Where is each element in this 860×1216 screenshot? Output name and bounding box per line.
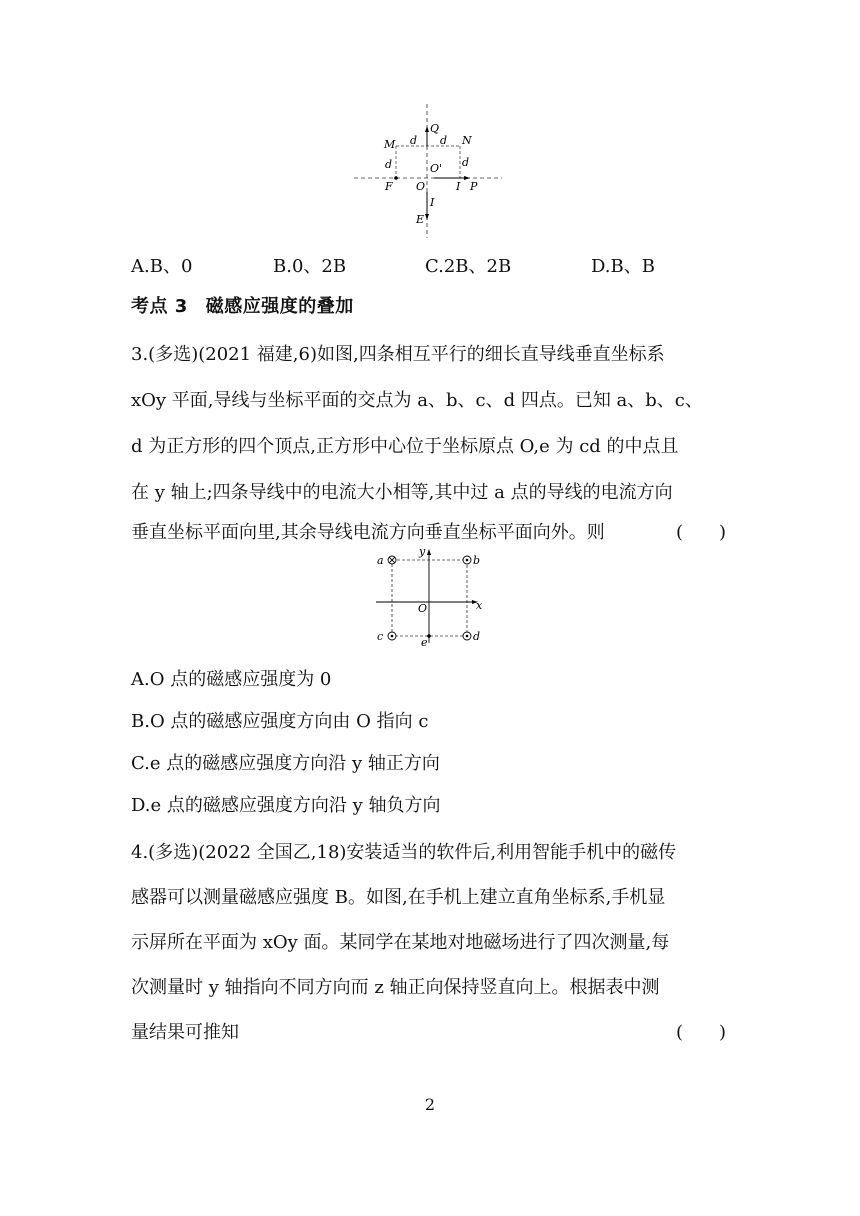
- q3-option-c[interactable]: C.e 点的磁感应强度方向沿 y 轴正方向: [131, 753, 440, 774]
- page-number: 2: [424, 1095, 436, 1114]
- section-title: 磁感应强度的叠加: [205, 296, 354, 317]
- figure-square-wires: [370, 545, 488, 649]
- section-heading: [131, 292, 354, 318]
- label-y: y: [419, 545, 426, 558]
- label-a: a: [377, 554, 384, 567]
- q3-option-b[interactable]: B.O 点的磁感应强度方向由 O 指向 c: [131, 711, 429, 732]
- label-P: P: [470, 180, 478, 193]
- label-O: O: [418, 602, 428, 615]
- q4-line-5: 量结果可推知: [131, 1022, 239, 1043]
- label-b: b: [473, 554, 481, 567]
- q2-choice-b[interactable]: B.0、2B: [273, 256, 347, 277]
- label-M: M: [384, 138, 396, 151]
- q3-line-1: 3.(多选)(2021 福建,6)如图,四条相互平行的细长直导线垂直坐标系: [131, 344, 665, 365]
- label-e: e: [421, 636, 428, 649]
- q4-line-2: 感器可以测量磁感应强度 B。如图,在手机上建立直角坐标系,手机显: [131, 887, 666, 908]
- label-I-right: I: [456, 180, 461, 193]
- q3-option-a[interactable]: A.O 点的磁感应强度为 0: [131, 669, 332, 690]
- label-d-left: d: [385, 158, 393, 171]
- label-Q: Q: [430, 122, 440, 135]
- section-label: 考点 3: [131, 296, 188, 317]
- q3-line-4: 在 y 轴上;四条导线中的电流大小相等,其中过 a 点的导线的电流方向: [131, 482, 673, 503]
- q4-line-3: 示屏所在平面为 xOy 面。某同学在某地对地磁场进行了四次测量,每: [131, 932, 670, 953]
- q3-line-5: 垂直坐标平面向里,其余导线电流方向垂直坐标平面向外。则: [131, 522, 605, 543]
- label-x: x: [476, 599, 483, 612]
- q2-choice-c[interactable]: C.2B、2B: [425, 256, 512, 277]
- q2-choice-a[interactable]: A.B、0: [131, 256, 193, 277]
- q3-line-2: xOy 平面,导线与坐标平面的交点为 a、b、c、d 四点。已知 a、b、c、: [131, 390, 703, 411]
- label-d-top-left: d: [410, 134, 418, 147]
- q2-choice-d[interactable]: D.B、B: [591, 256, 655, 277]
- figure-wires-diagram: [352, 100, 504, 240]
- q3-line-3: d 为正方形的四个顶点,正方形中心位于坐标原点 O,e 为 cd 的中点且: [131, 436, 679, 457]
- q4-line-4: 次测量时 y 轴指向不同方向而 z 轴正向保持竖直向上。根据表中测: [131, 977, 660, 998]
- q2-choices: [131, 252, 751, 278]
- label-d: d: [473, 630, 481, 643]
- label-I-down: I: [430, 196, 435, 209]
- label-d-top-right: d: [440, 134, 448, 147]
- label-d-right: d: [462, 156, 470, 169]
- label-E: E: [416, 213, 425, 226]
- q3-answer-paren[interactable]: ( ): [676, 522, 727, 543]
- label-F: F: [385, 180, 393, 193]
- label-O-prime: O': [430, 162, 443, 175]
- label-c: c: [377, 630, 384, 643]
- q4-line-1: 4.(多选)(2022 全国乙,18)安装适当的软件后,利用智能手机中的磁传: [131, 842, 677, 863]
- q3-option-d[interactable]: D.e 点的磁感应强度方向沿 y 轴负方向: [131, 795, 441, 816]
- label-O: O: [416, 180, 426, 193]
- label-N: N: [462, 134, 472, 147]
- q4-answer-paren[interactable]: ( ): [676, 1022, 727, 1043]
